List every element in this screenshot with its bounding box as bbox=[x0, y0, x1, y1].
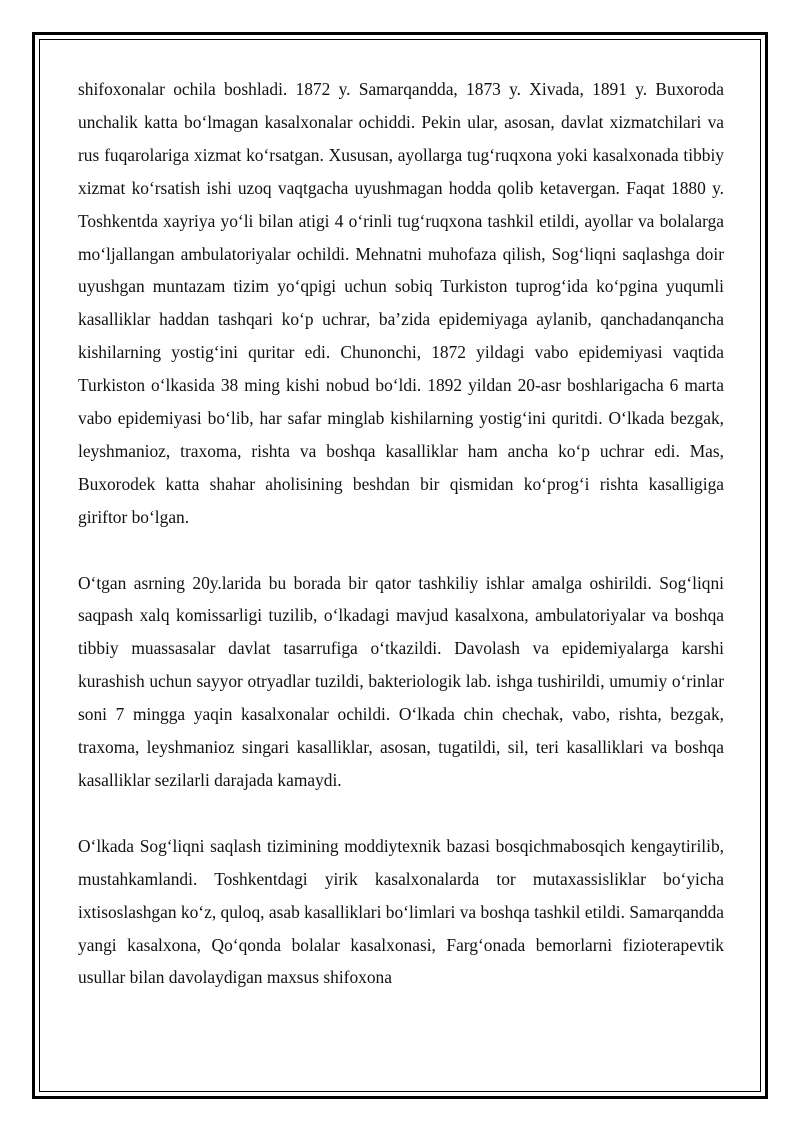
paragraph-1: shifoxonalar ochila boshladi. 1872 y. Samarqandda, 1873 y. Xivada, 1891 y. Buxoroda unchalik katta boʻlmagan kasalxonalar ochiddi. Pekin ular, asosan, davlat xizmatchilari va rus fuqarolariga xizmat koʻrsatgan. Xususan, ayollarga tugʻruqxona yoki kasalxonada tibbiy xizmat koʻrsatish ishi uzoq vaqtgacha uyushmagan hodda qolib ketavergan. Faqat 1880 y. Toshkentda xayriya yoʻli bilan atigi 4 oʻrinli tugʻruqxona tashkil etildi, ayollar va bolalarga moʻljallangan ambulatoriyalar ochildi. Mehnatni muhofaza qilish, Sogʻliqni saqlashga doir uyushgan muntazam tizim yoʻqpigi uchun sobiq Turkiston tuprogʻida koʻpgina yuqumli kasalliklar haddan tashqari koʻp uchrar, baʼzida epidemiyaga aylanib, qanchadanqancha kishilarning yostigʻini quritar edi. Chunonchi, 1872 yildagi vabo epidemiyasi vaqtida Turkiston oʻlkasida 38 ming kishi nobud boʻldi. 1892 yildan 20-asr boshlarigacha 6 marta vabo epidemiyasi boʻlib, har safar minglab kishilarning yostigʻini quritdi. Oʻlkada bezgak, leyshmanioz, traxoma, rishta va boshqa kasalliklar ham ancha koʻp uchrar edi. Mas, Buxorodek katta shahar aholisining beshdan bir qismidan koʻprogʻi rishta kasalligiga giriftor boʻlgan. bbox=[78, 79, 724, 527]
document-body bbox=[78, 73, 724, 994]
paragraph-3: Oʻlkada Sogʻliqni saqlash tizimining moddiytexnik bazasi bosqichmabosqich kengaytirilib, mustahkamlandi. Toshkentdagi yirik kasalxonalarda tor mutaxassisliklar boʻyicha ixtisoslashgan koʻz, quloq, asab kasalliklari boʻlimlari va boshqa tashkil etildi. Samarqandda yangi kasalxona, Qoʻqonda bolalar kasalxonasi, Fargʻonada bemorlarni fizioterapevtik usullar bilan davolaydigan maxsus shifoxona bbox=[78, 835, 724, 988]
paragraph-2: Oʻtgan asrning 20y.larida bu borada bir qator tashkiliy ishlar amalga oshirildi. Sogʻliqni saqpash xalq komissarligi tuzilib, oʻlkadagi mavjud kasalxona, ambulatoriyalar va boshqa tibbiy muassasalar davlat tasarrufiga oʻtkazildi. Davolash va epidemiyalarga karshi kurashish uchun sayyor otryadlar tuzildi, bakteriologik lab. ishga tushirildi, umumiy oʻrinlar soni 7 mingga yaqin kasalxonalar ochildi. Oʻlkada chin chechak, vabo, rishta, bezgak, traxoma, leyshmanioz singari kasalliklar, asosan, tugatildi, sil, teri kasalliklari va boshqa kasalliklar sezilarli darajada kamaydi. bbox=[78, 572, 724, 791]
